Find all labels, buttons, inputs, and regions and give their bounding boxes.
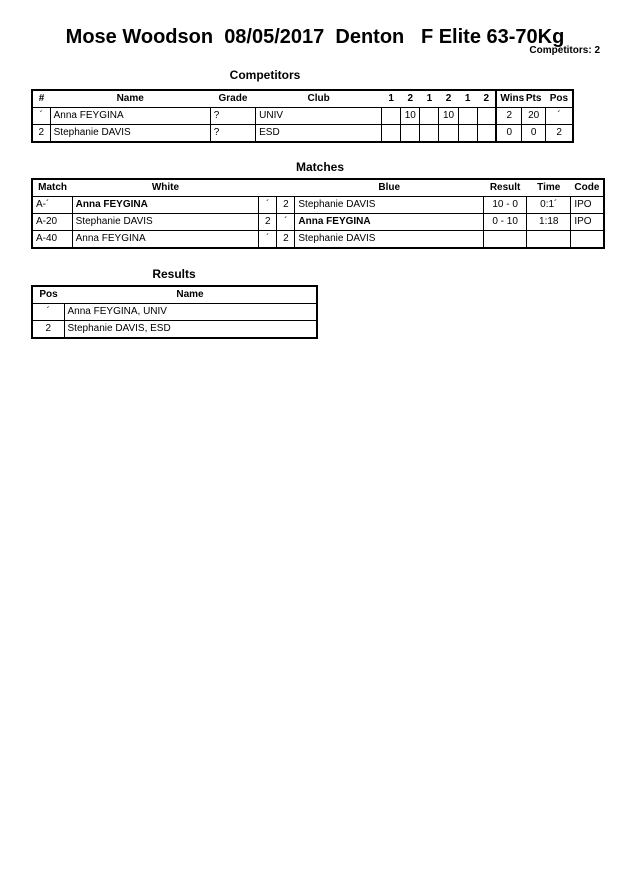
score-cell bbox=[420, 108, 439, 125]
col-score-3: 1 bbox=[420, 90, 439, 108]
match-white-pos: ´ bbox=[259, 231, 277, 249]
competitor-name: Anna FEYGINA bbox=[50, 108, 210, 125]
table-row bbox=[32, 304, 317, 321]
competitor-pos: 2 bbox=[546, 125, 573, 143]
col-match: Match bbox=[32, 179, 72, 197]
results-header-row bbox=[32, 286, 317, 304]
page-title: Mose Woodson 08/05/2017 Denton F Elite 63-70Kg bbox=[65, 26, 565, 48]
col-pos: Pos bbox=[546, 90, 573, 108]
match-blue-pos: 2 bbox=[277, 231, 295, 249]
match-blue: Stephanie DAVIS bbox=[295, 197, 484, 214]
col-spacer bbox=[259, 179, 295, 197]
score-cell: 10 bbox=[401, 108, 420, 125]
competitors-count-label: Competitors: bbox=[529, 45, 592, 56]
table-row bbox=[32, 197, 604, 214]
score-cell bbox=[477, 108, 496, 125]
table-row bbox=[32, 125, 573, 143]
match-white: Anna FEYGINA bbox=[72, 197, 259, 214]
score-cell bbox=[420, 125, 439, 143]
competitor-pos: ´ bbox=[546, 108, 573, 125]
score-cell bbox=[477, 125, 496, 143]
match-white-pos: 2 bbox=[259, 214, 277, 231]
competitors-header-row bbox=[32, 90, 573, 108]
table-row bbox=[32, 108, 573, 125]
match-blue: Stephanie DAVIS bbox=[295, 231, 484, 249]
match-id: A-´ bbox=[32, 197, 72, 214]
col-score-2: 2 bbox=[401, 90, 420, 108]
col-score-1: 1 bbox=[382, 90, 401, 108]
competitor-num: 2 bbox=[32, 125, 50, 143]
match-blue-pos: 2 bbox=[277, 197, 295, 214]
match-result bbox=[484, 231, 527, 249]
competitor-name: Stephanie DAVIS bbox=[50, 125, 210, 143]
score-cell bbox=[382, 125, 401, 143]
match-white: Anna FEYGINA bbox=[72, 231, 259, 249]
competitor-pts: 20 bbox=[522, 108, 546, 125]
match-code: IPO bbox=[571, 214, 604, 231]
match-blue-pos: ´ bbox=[277, 214, 295, 231]
match-white-pos: ´ bbox=[259, 197, 277, 214]
result-name: Stephanie DAVIS, ESD bbox=[64, 321, 317, 339]
competitor-num: ´ bbox=[32, 108, 50, 125]
col-pts: Pts bbox=[522, 90, 546, 108]
match-result: 0 - 10 bbox=[484, 214, 527, 231]
match-white: Stephanie DAVIS bbox=[72, 214, 259, 231]
table-row bbox=[32, 231, 604, 249]
col-name: Name bbox=[64, 286, 317, 304]
competitors-count bbox=[529, 45, 600, 56]
match-time: 0:1´ bbox=[527, 197, 571, 214]
score-cell bbox=[382, 108, 401, 125]
score-cell bbox=[458, 125, 477, 143]
col-club: Club bbox=[256, 90, 382, 108]
competitors-table bbox=[31, 89, 574, 143]
match-code bbox=[571, 231, 604, 249]
table-row bbox=[32, 214, 604, 231]
match-id: A-40 bbox=[32, 231, 72, 249]
competitor-club: UNIV bbox=[256, 108, 382, 125]
competitor-pts: 0 bbox=[522, 125, 546, 143]
col-result: Result bbox=[484, 179, 527, 197]
matches-title: Matches bbox=[295, 160, 345, 174]
matches-table bbox=[31, 178, 605, 249]
table-row bbox=[32, 321, 317, 339]
col-blue: Blue bbox=[295, 179, 484, 197]
match-result: 10 - 0 bbox=[484, 197, 527, 214]
match-id: A-20 bbox=[32, 214, 72, 231]
match-time: 1:18 bbox=[527, 214, 571, 231]
col-score-5: 1 bbox=[458, 90, 477, 108]
result-pos: ´ bbox=[32, 304, 64, 321]
result-pos: 2 bbox=[32, 321, 64, 339]
competitors-title: Competitors bbox=[229, 68, 301, 82]
match-time bbox=[527, 231, 571, 249]
col-white: White bbox=[72, 179, 259, 197]
matches-header-row bbox=[32, 179, 604, 197]
match-blue: Anna FEYGINA bbox=[295, 214, 484, 231]
competitor-grade: ? bbox=[210, 125, 255, 143]
col-wins: Wins bbox=[496, 90, 521, 108]
col-code: Code bbox=[571, 179, 604, 197]
score-cell: 10 bbox=[439, 108, 458, 125]
competitor-wins: 2 bbox=[496, 108, 521, 125]
results-title: Results bbox=[152, 267, 196, 281]
match-code: IPO bbox=[571, 197, 604, 214]
competitors-count-value: 2 bbox=[594, 45, 600, 56]
competitor-club: ESD bbox=[256, 125, 382, 143]
col-score-6: 2 bbox=[477, 90, 496, 108]
results-table bbox=[31, 285, 318, 339]
competitor-wins: 0 bbox=[496, 125, 521, 143]
score-cell bbox=[458, 108, 477, 125]
col-name: Name bbox=[50, 90, 210, 108]
competitor-grade: ? bbox=[210, 108, 255, 125]
col-num: # bbox=[32, 90, 50, 108]
col-time: Time bbox=[527, 179, 571, 197]
score-cell bbox=[401, 125, 420, 143]
result-name: Anna FEYGINA, UNIV bbox=[64, 304, 317, 321]
score-cell bbox=[439, 125, 458, 143]
col-grade: Grade bbox=[210, 90, 255, 108]
col-score-4: 2 bbox=[439, 90, 458, 108]
col-pos: Pos bbox=[32, 286, 64, 304]
